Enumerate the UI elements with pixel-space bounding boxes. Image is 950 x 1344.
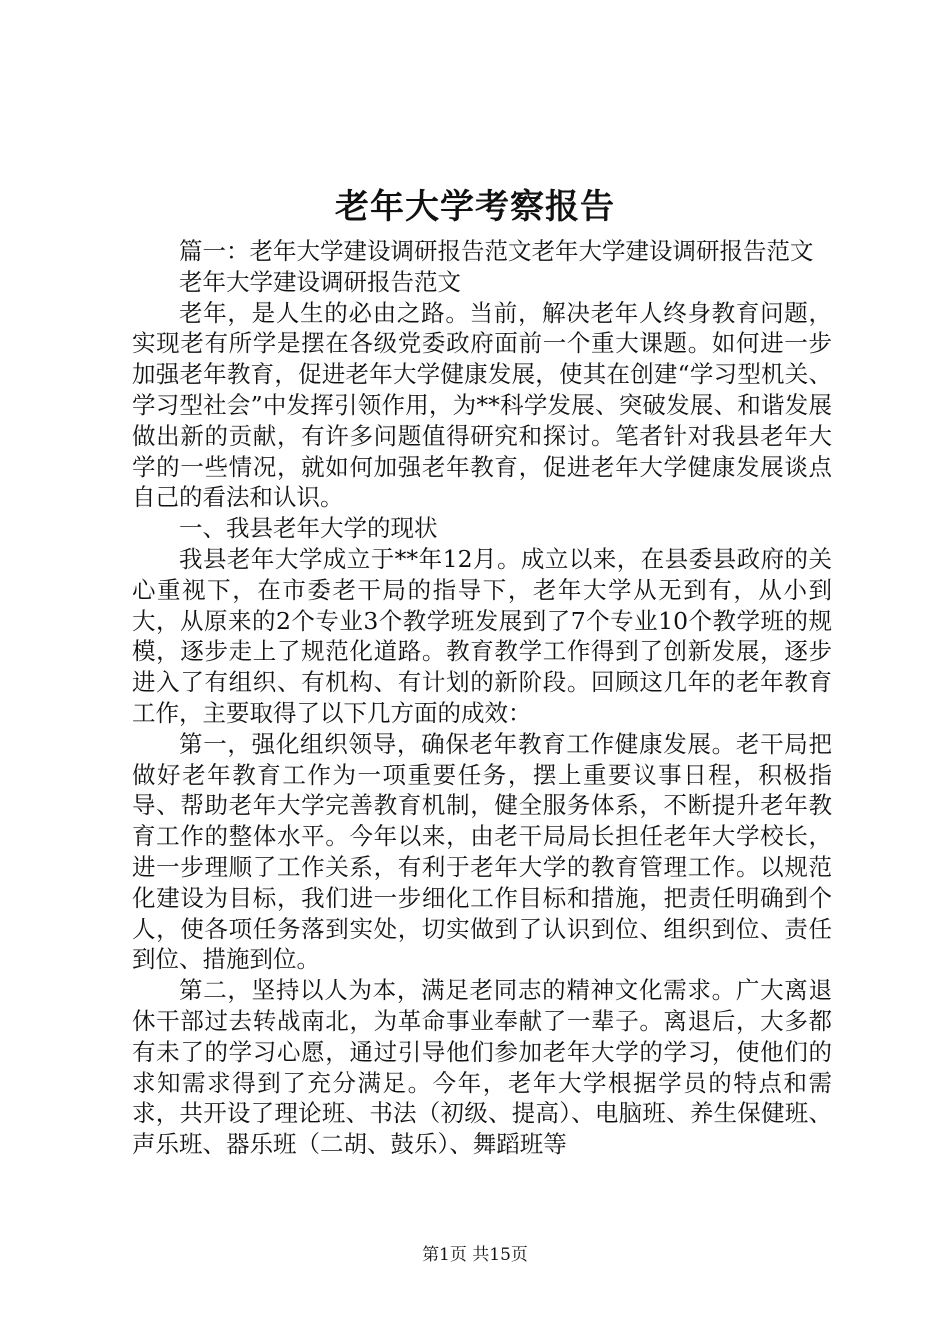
page-footer: 第1页 共15页 [422,1245,528,1265]
paragraph-first-point: 第一，强化组织领导，确保老年教育工作健康发展。老干局把做好老年教育工作为一项重要任务，摆上重要议事日程，积极指导、帮助老年大学完善教育机制，健全服务体系，不断提升老年教育工作的整体水平。今年以来，由老干局局长担任老年大学校长，进一步理顺了工作关系，有利于老年大学的教育管理工作。以规范化建设为目标，我们进一步细化工作目标和措施，把责任明确到个人，使各项任务落到实处，切实做到了认识到位、组织到位、责任到位、措施到位。 [132,729,832,974]
paragraph-heading-part1: 篇一：老年大学建设调研报告范文老年大学建设调研报告范文 [179,237,814,265]
document-body [132,236,832,1160]
paragraph-second-point: 第二，坚持以人为本，满足老同志的精神文化需求。广大离退休干部过去转战南北，为革命事业奉献了一辈子。离退后，大多都有未了的学习心愿，通过引导他们参加老年大学的学习，使他们的求知需求得到了充分满足。今年，老年大学根据学员的特点和需求，共开设了理论班、书法（初级、提高）、电脑班、养生保健班、声乐班、器乐班（二胡、鼓乐）、舞蹈班等 [132,976,832,1159]
paragraph-intro: 老年，是人生的必由之路。当前，解决老年人终身教育问题，实现老有所学是摆在各级党委政府面前一个重大课题。如何进一步加强老年教育，促进老年大学健康发展，使其在创建“学习型机关、学习型社会”中发挥引领作用，为**科学发展、突破发展、和谐发展做出新的贡献，有许多问题值得研究和探讨。笔者针对我县老年大学的一些情况，就如何加强老年教育，促进老年大学健康发展谈点自己的看法和认识。 [132,298,832,512]
document-title: 老年大学考察报告 [335,187,615,227]
section-heading-status: 一、我县老年大学的现状 [179,514,438,543]
paragraph-status: 我县老年大学成立于**年12月。成立以来，在县委县政府的关心重视下，在市委老干局的指导下，老年大学从无到有，从小到大，从原来的2个专业3个教学班发展到了7个专业10个教学班的规模，逐步走上了规范化道路。教育教学工作得到了创新发展，逐步进入了有组织、有机构、有计划的新阶段。回顾这几年的老年教育工作，主要取得了以下几方面的成效： [132,544,832,727]
paragraph-subtitle: 老年大学建设调研报告范文 [179,267,461,296]
